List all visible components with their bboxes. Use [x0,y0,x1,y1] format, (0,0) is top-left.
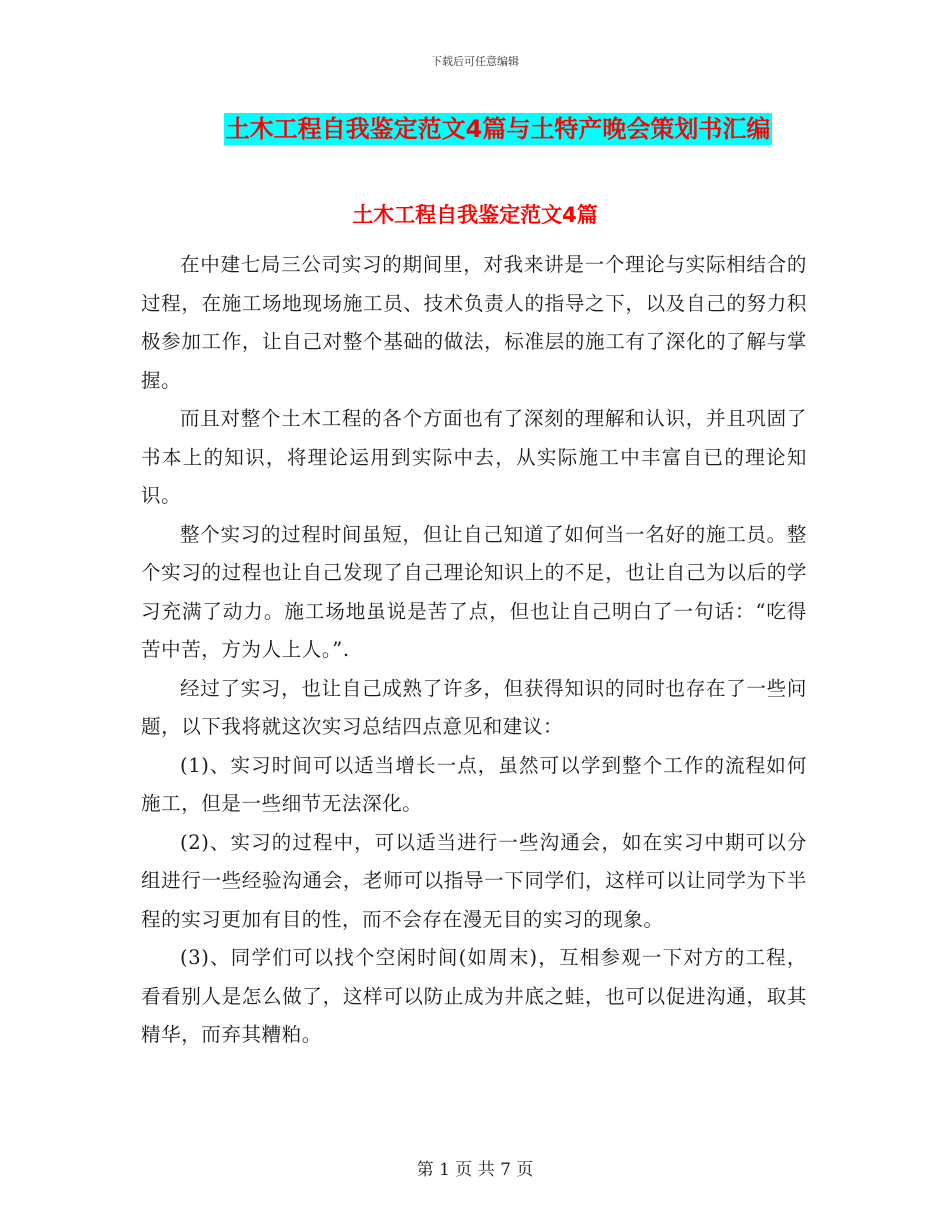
document-body [141,246,807,1055]
paragraph: (3)、同学们可以找个空闲时间(如周末)，互相参观一下对方的工程，看看别人是怎么做了，这样可以防止成为井底之蛙，也可以促进沟通，取其精华，而弃其糟粕。 [141,946,807,1046]
paragraph: (2)、实习的过程中，可以适当进行一些沟通会，如在实习中期可以分组进行一些经验沟通会，老师可以指导一下同学们，这样可以让同学为下半程的实习更加有目的性，而不会存在漫无目的实习的现象。 [141,830,807,931]
main-title-container [0,113,950,145]
paragraph: 经过了实习，也让自己成熟了许多，但获得知识的同时也存在了一些问题，以下我将就这次实习总结四点意见和建议： [141,676,807,738]
header-note: 下载后可任意编辑 [431,55,519,68]
section-title: 土木工程自我鉴定范文4篇 [352,203,598,227]
main-title: 土木工程自我鉴定范文4篇与土特产晚会策划书汇编 [225,115,771,143]
page-footer: 第 1 页 共 7 页 [416,1160,534,1180]
paragraph: 整个实习的过程时间虽短，但让自己知道了如何当一名好的施工员。整个实习的过程也让自己发现了自己理论知识上的不足，也让自己为以后的学习充满了动力。施工场地虽说是苦了点，但也让自己明白了一句话：“吃得苦中苦，方为人上人。”. [141,522,807,661]
paragraph: (1)、实习时间可以适当增长一点，虽然可以学到整个工作的流程如何施工，但是一些细节无法深化。 [141,753,807,815]
paragraph: 在中建七局三公司实习的期间里，对我来讲是一个理论与实际相结合的过程，在施工场地现场施工员、技术负责人的指导之下，以及自己的努力积极参加工作，让自己对整个基础的做法，标准层的施工有了深化的了解与掌握。 [141,253,807,392]
paragraph: 而且对整个土木工程的各个方面也有了深刻的理解和认识，并且巩固了书本上的知识，将理论运用到实际中去，从实际施工中丰富自已的理论知识。 [141,407,807,507]
